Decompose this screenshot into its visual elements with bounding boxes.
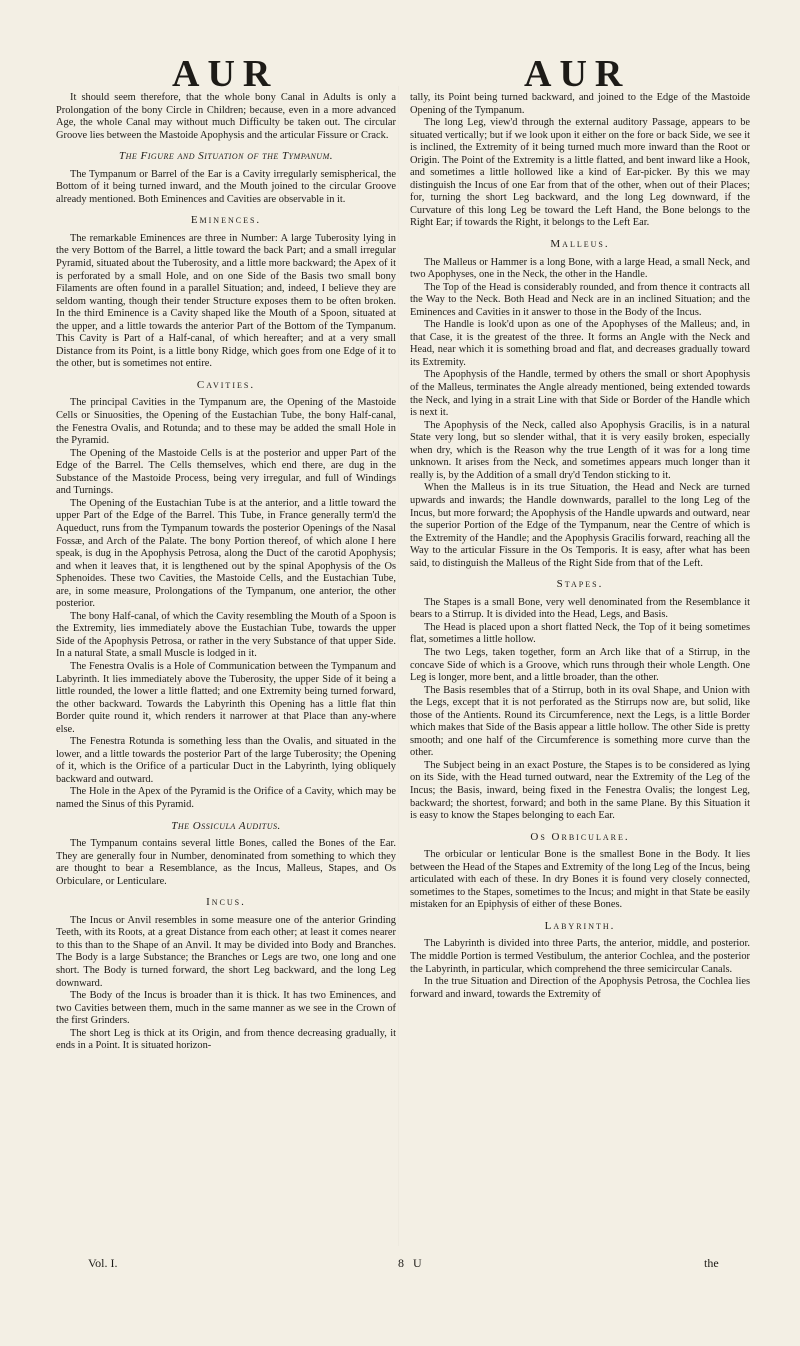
right-column xyxy=(410,92,750,1001)
paragraph: It should seem therefore, that the whole bony Canal in Adults is only a Prolongation of the bony Circle in Children; because, even in a more advanced Age, the whole Canal may without much Difficulty be taken out. The circular Groove lies between the Mastoide Apophysis and the articular Fissure or Crack. xyxy=(56,92,396,141)
paragraph: The remarkable Eminences are three in Number: A large Tuberosity lying in the very Bottom of the Barrel, a little toward the back Part; and a small irregular Pyramid, situated about the Tuberosity, and a little more backward; the Apex of it is perforated by a small Hole, and on one Side of the Basis two small bony Filaments are often found in a parallel Situation; and, indeed, I believe they are seldom wanting, though their tender Structure exposes them to be often broken. In the third Eminence is a Cavity shaped like the Mouth of a Spoon, situated at the upper, and a little towards the anterior Part of the Bottom of the Tympanum. This Cavity is Part of a Half-canal, of which hereafter; and at a very small Distance from its Point, is a little bony Ridge, which goes from one Edge of it to the other, but is sometimes not entire. xyxy=(56,232,396,370)
paragraph: The Apophysis of the Handle, termed by others the small or short Apophysis of the Malleus, terminates the Angle already mentioned, being extended towards the Neck, and lying in a strait Line with that Side or Border of the Handle which is next it. xyxy=(410,369,750,419)
running-head-right: AUR xyxy=(524,53,631,95)
section-heading-eminences: Eminences. xyxy=(190,214,262,227)
section-heading-ossicula: The Ossicula Auditus. xyxy=(171,819,281,832)
running-head-left: AUR xyxy=(172,53,279,95)
section-heading-labyrinth: Labyrinth. xyxy=(544,919,616,932)
paragraph: tally, its Point being turned backward, and joined to the Edge of the Mastoide Opening of the Tympanum. xyxy=(410,92,750,116)
paragraph: The Tympanum or Barrel of the Ear is a Cavity irregularly semispherical, the Bottom of it being turned inward, and the Mouth joined to the circular Groove already mentioned. Both Eminences and Cavities are observable in it. xyxy=(56,168,396,205)
paragraph: The Opening of the Eustachian Tube is at the anterior, and a little toward the upper Part of the Edge of the Barrel. This Tube, in France generally term'd the Aqueduct, runs from the Tympanum towards the posterior Openings of the Nasal Fossæ, and Arch of the Palate. The bony Portion thereof, of which alone I here speak, is dug in the Apophysis Petrosa, along the Duct of the carotid Apophysis; and when it leaves that, it is lengthened out by the spinal Apophysis of the Os Sphenoides. These two Cavities, the Mastoide Cells, and the Eustachian Tube, are, in some measure, Prolongations of the Tympanum, one anterior, the other posterior. xyxy=(56,497,396,610)
paragraph: The orbicular or lenticular Bone is the smallest Bone in the Body. It lies between the Head of the Stapes and Extremity of the long Leg of the Incus, being articulated with each of these. In dry Bones it is found very closely connected, sometimes to the Stapes, sometimes to the Incus; and might in that State be easily mistaken for an Epiphysis of either of these Bones. xyxy=(410,849,750,911)
section-heading-stapes: Stapes. xyxy=(556,578,604,591)
paragraph: The long Leg, view'd through the external auditory Passage, appears to be situated vertically; but if we look upon it either on the fore or back Side, we see it is inclined, the Extremity of it being turned much more inward than the Root or Origin. The Point of the Extremity is a little flatted, and bent inward like a Hook, and sometimes a little hollowed like a kind of Ear-picker. By this we may distinguish the Incus of one Ear from that of the other, when out of their Places; for, turning the short Leg backward, and the long Leg downward, if the Curvature of this long Leg be toward the Left Hand, the Bone belongs to the Right Ear; if towards the Right, it belongs to the Left Ear. xyxy=(410,117,750,229)
section-heading-cavities: Cavities. xyxy=(196,378,256,391)
section-heading-malleus: Malleus. xyxy=(550,238,610,251)
paragraph: The Labyrinth is divided into three Parts, the anterior, middle, and posterior. The middle Portion is termed Vestibulum, the anterior Cochlea, and the posterior the Labyrinth, in particular, which comprehend the three semicircular Canals. xyxy=(410,938,750,975)
paragraph: When the Malleus is in its true Situation, the Head and Neck are turned upwards and inwards; the Handle downwards, parallel to the long Leg of the Incus, but more forward; the Apophysis of the Handle upwards and outward, near the superior Portion of the Edge of the Tympanum, near the Centre of which is the Extremity of the Handle; and the Apophysis Gracilis forward, reaching all the Way to the articular Fissure in the Os Temporis. It is easy, after what has been said, to distinguish the Malleus of the Right Side from that of the Left. xyxy=(410,482,750,569)
paragraph: The bony Half-canal, of which the Cavity resembling the Mouth of a Spoon is the Extremity, lies immediately above the Eustachian Tube, towards the upper Side of the Apophysis Petrosa, or rather in the very Substance of that upper Side. In a natural State, a small Muscle is lodged in it. xyxy=(56,610,396,660)
paragraph: In the true Situation and Direction of the Apophysis Petrosa, the Cochlea lies forward and inward, towards the Extremity of xyxy=(410,976,750,1000)
paragraph: The Fenestra Rotunda is something less than the Ovalis, and situated in the lower, and a little towards the posterior Part of the large Tuberosity; the Opening of it, which is the Orifice of a particular Duct in the Labyrinth, lying obliquely backward and outward. xyxy=(56,736,396,785)
section-heading-orbiculare: Os Orbiculare. xyxy=(530,830,630,843)
paragraph: The principal Cavities in the Tympanum are, the Opening of the Mastoide Cells or Sinuosities, the Opening of the Eustachian Tube, the bony Half-canal, the Fenestra Ovalis, and Rotunda; and to these may be added the small Hole in the Pyramid. xyxy=(56,397,396,447)
volume-number: Vol. I. xyxy=(88,1256,118,1270)
paragraph: The Tympanum contains several little Bones, called the Bones of the Ear. They are generally four in Number, denominated from something to which they are thought to bear a Resemblance, as the Incus, Malleus, Stapes, and Os Orbiculare, or Lenticulare. xyxy=(56,838,396,887)
left-column xyxy=(56,92,396,1053)
paragraph: The two Legs, taken together, form an Arch like that of a Stirrup, in the concave Side of which is a Groove, which runs through their whole Length. One Leg is longer, more bent, and a little broader, than the other. xyxy=(410,646,750,684)
paragraph: The Top of the Head is considerably rounded, and from thence it contracts all the Way to the Neck. Both Head and Neck are in an inclined Situation; and the Eminences and Cavities in it answer to those in the Body of the Incus. xyxy=(410,281,750,318)
paragraph: The Fenestra Ovalis is a Hole of Communication between the Tympanum and Labyrinth. It lies immediately above the Tuberosity, the upper Side of it being a little rounded, the lower a little flatted; and one Extremity being turned forward, the other backward. Towards the Labyrinth this Opening has a little flat thin Border quite round it, which renders it narrower at that Place than any-where else. xyxy=(56,660,396,735)
paragraph: The Opening of the Mastoide Cells is at the posterior and upper Part of the Edge of the Barrel. The Cells themselves, which end there, are dug in the Substance of the Mastoide Process, being very irregular, and full of Windings and Turnings. xyxy=(56,447,396,497)
paragraph: The Body of the Incus is broader than it is thick. It has two Eminences, and two Cavities between them, much in the same manner as we see in the Crown of the first Grinders. xyxy=(56,990,396,1027)
section-heading-incus: Incus. xyxy=(206,896,246,909)
paragraph: The Stapes is a small Bone, very well denominated from the Resemblance it bears to a Stirrup. It is divided into the Head, Legs, and Basis. xyxy=(410,596,750,621)
paragraph: The Basis resembles that of a Stirrup, both in its oval Shape, and Union with the Legs, except that it is not perforated as the Stirrups now are, but solid, like those of the Antients. Round its Circumference, next the Legs, is a little Border which makes that Side of the Basis appear a little hollow. The other Side is pretty smooth; and one half of the Circumference is something more curve than the other. xyxy=(410,684,750,759)
paragraph: The Incus or Anvil resembles in some measure one of the anterior Grinding Teeth, with its Roots, at a great Distance from each other; at least it comes nearer to this than to the Shape of an Anvil. It may be divided into Body and Branches. The Body is a large Substance; the Branches or Legs are two, one long and one short. The Body is turned forward, the short Leg backward, and the long Leg downward. xyxy=(56,914,396,989)
paragraph: The Hole in the Apex of the Pyramid is the Orifice of a Cavity, which may be named the Sinus of this Pyramid. xyxy=(56,786,396,810)
gutter xyxy=(398,86,399,1246)
paragraph: The Head is placed upon a short flatted Neck, the Top of it being sometimes flat, sometimes a little hollow. xyxy=(410,621,750,646)
paragraph: The Subject being in an exact Posture, the Stapes is to be considered as lying on its Side, with the Head turned outward, near the Extremity of the Leg of the Incus; the Basis, inward, being fixed in the Fenestra Ovalis; the longest Leg, backward; the shortest, forward; and both in the same Plane. By this Situation it is easy to know the Stapes belonging to each Ear. xyxy=(410,759,750,822)
signature-mark: 8 U xyxy=(398,1256,425,1270)
paragraph: The Handle is look'd upon as one of the Apophyses of the Malleus; and, in that Case, it is the greatest of the three. It forms an Angle with the Neck and Head, near which it is something broad and flat, and decreases gradually toward its Extremity. xyxy=(410,319,750,368)
paragraph: The Apophysis of the Neck, called also Apophysis Gracilis, is in a natural State very long, but so slender withal, that it is very easily broken, especially when dry, which is the Reason why the true Length of it was for a long time unknown. It arises from the Neck, and sometimes appears much longer than it really is, by the Addition of a small dry'd Tendon sticking to it. xyxy=(410,419,750,481)
catchword: the xyxy=(704,1256,719,1270)
section-heading-figure: The Figure and Situation of the Tympanum. xyxy=(119,150,333,163)
paragraph: The short Leg is thick at its Origin, and from thence decreasing gradually, it ends in a Point. It is situated horizon- xyxy=(56,1027,396,1052)
paragraph: The Malleus or Hammer is a long Bone, with a large Head, a small Neck, and two Apophyses, one in the Neck, the other in the Handle. xyxy=(410,256,750,281)
